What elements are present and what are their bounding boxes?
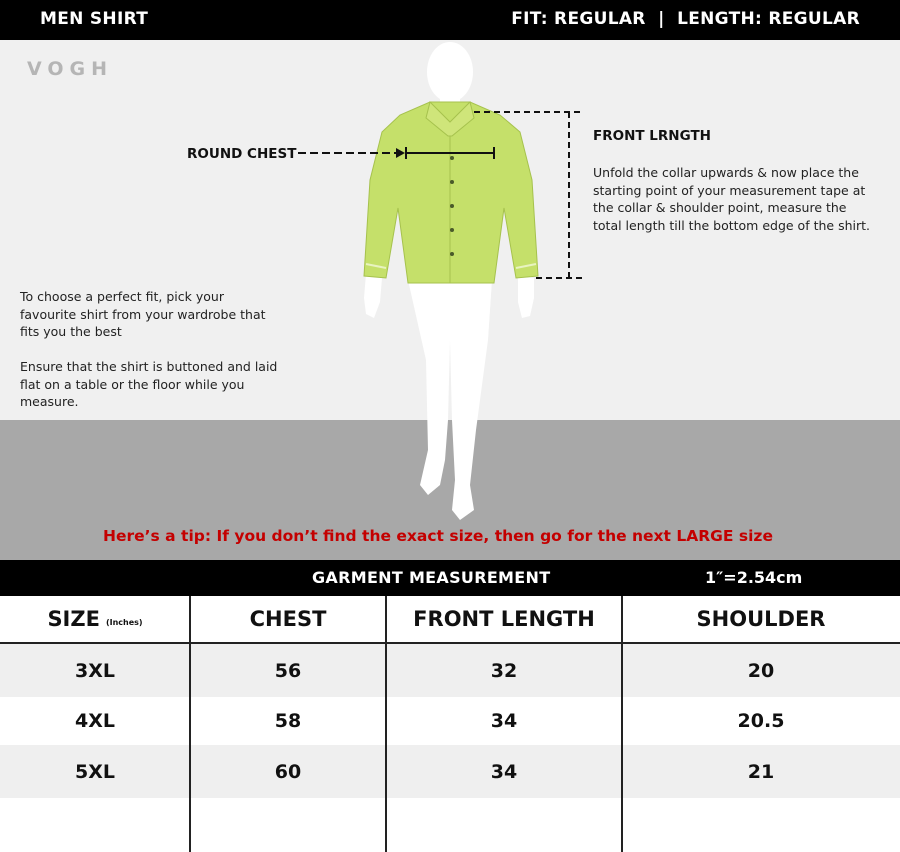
front-length-title: FRONT LRNGTH	[593, 128, 711, 144]
product-category-title: MEN SHIRT	[40, 9, 149, 29]
size-cell: 3XL	[75, 659, 115, 682]
column-divider	[385, 596, 387, 852]
front-length-column-header: FRONT LENGTH	[413, 607, 595, 631]
fit-length-info: FIT: REGULAR | LENGTH: REGULAR	[511, 9, 860, 29]
unit-conversion: 1″=2.54cm	[705, 568, 803, 587]
front-length-instructions: Unfold the collar upwards & now place the starting point of your measurement tape at the collar & shoulder point, measure the total length till the bottom edge of the shirt.	[593, 165, 870, 233]
size-cell: 4XL	[75, 710, 115, 732]
size-chart-table	[0, 596, 900, 852]
chest-cell: 56	[274, 659, 302, 682]
front-length-cell: 32	[490, 659, 518, 682]
size-cell: 5XL	[75, 760, 115, 783]
shirt-shape	[364, 102, 538, 283]
measurement-illustration	[0, 40, 900, 560]
front-length-cell: 34	[490, 760, 518, 783]
chest-cell: 60	[274, 760, 302, 783]
table-row	[0, 697, 900, 745]
table-row	[0, 644, 900, 697]
table-header-row	[0, 596, 900, 644]
button-instruction-text: Ensure that the shirt is buttoned and laid flat on a table or the floor while you measure.	[20, 359, 278, 409]
shoulder-cell: 21	[747, 760, 775, 783]
garment-measurement-title: GARMENT MEASUREMENT	[312, 568, 551, 587]
front-length-cell: 34	[490, 710, 518, 732]
fit-instruction-text: To choose a perfect fit, pick your favourite shirt from your wardrobe that fits you the best	[20, 289, 266, 339]
shoulder-cell: 20	[747, 659, 775, 682]
shoulder-column-header: SHOULDER	[696, 607, 826, 631]
round-chest-label: ROUND CHEST	[187, 146, 297, 162]
garment-measurement-bar	[0, 560, 900, 596]
size-unit-label: (Inches)	[105, 617, 143, 627]
size-column-header	[0, 596, 190, 642]
brand-logo: VOGH	[27, 58, 114, 80]
chest-cell: 58	[274, 710, 302, 732]
top-header-bar	[0, 0, 900, 40]
table-empty-row	[0, 798, 900, 852]
size-tip: Here’s a tip: If you don’t find the exact size, then go for the next LARGE size	[103, 527, 773, 545]
column-divider	[189, 596, 191, 852]
size-header-label: SIZE	[47, 607, 100, 631]
column-divider	[621, 596, 623, 852]
chest-column-header: CHEST	[249, 607, 327, 631]
table-row	[0, 745, 900, 798]
shoulder-cell: 20.5	[737, 710, 785, 732]
